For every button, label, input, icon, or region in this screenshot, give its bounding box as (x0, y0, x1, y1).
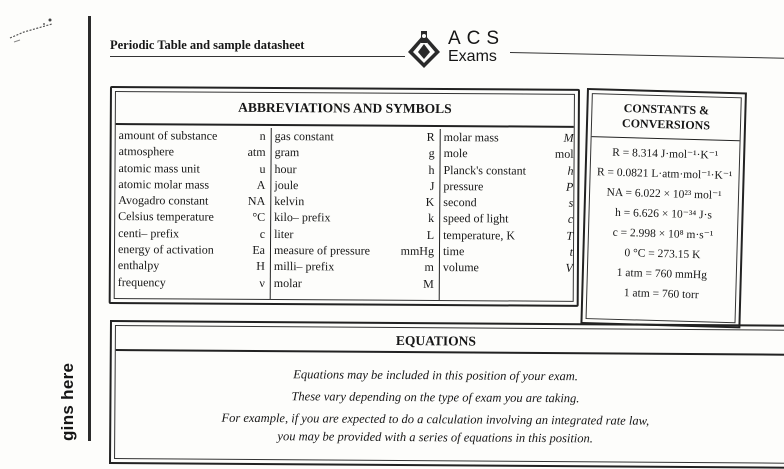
abbreviation-row (115, 241, 269, 258)
abbreviation-term: temperature, K (443, 227, 516, 243)
constants-title-line2: CONVERSIONS (621, 115, 711, 133)
constant-item: c = 2.998 × 10⁸ m·s⁻¹ (612, 226, 714, 242)
abbreviation-symbol: n (259, 128, 266, 143)
abbreviation-term: Celsius temperature (118, 209, 214, 225)
abbreviation-row (440, 162, 577, 179)
abbreviation-term: Planck's constant (443, 162, 527, 178)
abbreviation-symbol: s (568, 195, 574, 211)
abbreviation-row (115, 160, 269, 177)
abbreviation-row (115, 192, 269, 209)
abbreviations-column-2 (271, 128, 439, 300)
abbreviation-row (271, 209, 438, 226)
abbreviation-symbol: h (567, 163, 574, 178)
header-divider-right (510, 52, 784, 59)
abbreviation-term: pressure (443, 178, 484, 194)
abbreviation-symbol: m (424, 260, 434, 275)
abbreviation-symbol: M (563, 130, 574, 145)
constants-title-rule (592, 136, 740, 141)
abbreviation-row (271, 226, 438, 243)
constant-item: 1 atm = 760 mmHg (616, 266, 708, 282)
equations-line: Equations may be included in this position of your exam. (293, 367, 579, 384)
abbreviation-term: amount of substance (118, 128, 218, 143)
abbreviation-symbol: mol (554, 147, 574, 162)
abbreviations-column-1 (115, 127, 270, 299)
left-margin-rule (88, 16, 91, 441)
abbreviations-frame (114, 91, 575, 302)
abbreviation-row (116, 127, 270, 144)
margin-instruction-text: gins here (58, 362, 77, 441)
abbreviation-term: hour (274, 161, 297, 176)
abbreviation-term: kelvin (274, 194, 305, 209)
abbreviation-row (440, 194, 577, 211)
abbreviation-symbol: V (565, 261, 573, 276)
constants-conversions-box (580, 88, 747, 328)
acs-logo-icon (405, 30, 443, 70)
abbreviation-symbol: M (423, 276, 434, 291)
abbreviations-title: ABBREVIATIONS AND SYMBOLS (238, 99, 452, 117)
abbreviation-term: atmosphere (118, 144, 174, 159)
abbreviation-row (271, 275, 438, 292)
staple-mark-icon (4, 10, 66, 50)
abbreviation-term: atomic mass unit (118, 160, 200, 176)
abbreviation-symbol: L (426, 227, 435, 242)
abbreviation-symbol: mmHg (400, 243, 435, 259)
abbreviation-term: energy of activation (117, 242, 214, 257)
abbreviation-row (115, 176, 269, 193)
equations-line: These vary depending on the type of exam you are taking. (291, 389, 580, 406)
abbreviation-symbol: T (566, 228, 574, 243)
constants-list (587, 142, 739, 306)
abbreviation-term: milli– prefix (273, 259, 335, 274)
abbreviation-symbol: H (256, 259, 265, 274)
abbreviation-symbol: h (428, 162, 435, 177)
abbreviation-row (441, 129, 578, 146)
abbreviation-term: centi– prefix (118, 225, 180, 241)
abbreviation-symbol: c (567, 212, 574, 227)
abbreviation-row (115, 225, 269, 242)
constant-item: NA = 6.022 × 10²³ mol⁻¹ (606, 186, 722, 202)
abbreviation-term: time (442, 244, 465, 259)
abbreviation-term: mole (443, 146, 468, 161)
abbreviation-term: frequency (117, 274, 166, 290)
equations-title: EQUATIONS (395, 332, 476, 349)
abbreviation-row (115, 209, 269, 226)
equations-box (109, 320, 784, 469)
abbreviation-row (440, 227, 577, 244)
abbreviation-symbol: k (428, 211, 435, 226)
abbreviation-row (272, 128, 439, 145)
abbreviation-term: gram (274, 145, 300, 160)
abbreviation-term: atomic molar mass (118, 176, 210, 192)
abbreviation-symbol: P (566, 179, 574, 194)
constant-item: h = 6.626 × 10⁻³⁴ J·s (614, 206, 713, 222)
abbreviation-term: measure of pressure (273, 243, 371, 258)
logo-text-exams: Exams (448, 48, 497, 65)
abbreviation-row (271, 242, 438, 259)
abbreviation-row (271, 193, 438, 210)
constants-title-line1: CONSTANTS & (623, 101, 710, 118)
abbreviation-symbol: °C (252, 210, 266, 225)
header-divider-left (110, 56, 405, 57)
abbreviation-row (440, 259, 577, 276)
abbreviation-term: speed of light (443, 211, 509, 226)
abbreviation-term: kilo– prefix (274, 210, 331, 225)
equations-frame (114, 325, 784, 464)
abbreviation-row (271, 258, 438, 275)
abbreviations-column-3 (440, 129, 578, 301)
abbreviation-term: joule (274, 177, 299, 193)
abbreviations-columns (115, 127, 574, 301)
constant-item: 1 atm = 760 torr (623, 287, 699, 302)
abbreviation-row (440, 178, 577, 195)
abbreviation-term: molar (273, 275, 302, 290)
abbreviation-term: gas constant (274, 129, 334, 144)
abbreviation-symbol: R (426, 129, 435, 144)
abbreviation-symbol: u (259, 161, 266, 176)
abbreviation-symbol: atm (247, 145, 266, 160)
equations-line: you may be provided with a series of equations in this position. (277, 429, 593, 446)
constant-item: R = 0.0821 L·atm·mol⁻¹·K⁻¹ (596, 166, 733, 183)
abbreviation-symbol: Ea (252, 242, 266, 258)
abbreviation-symbol: ν (259, 275, 265, 290)
constant-item: R = 8.314 J·mol⁻¹·K⁻¹ (612, 146, 719, 162)
page-title: Periodic Table and sample datasheet (110, 38, 305, 52)
abbreviation-row (271, 161, 438, 178)
abbreviation-row (115, 274, 269, 291)
abbreviation-symbol: NA (247, 194, 266, 209)
abbreviation-symbol: J (429, 178, 435, 193)
constants-frame (586, 93, 742, 323)
abbreviation-term: molar mass (443, 130, 499, 145)
abbreviation-term: second (443, 195, 477, 210)
abbreviation-symbol: K (425, 195, 435, 210)
abbreviation-symbol: g (428, 146, 435, 161)
abbreviation-row (441, 145, 578, 162)
abbreviation-row (440, 243, 577, 260)
abbreviation-term: volume (442, 260, 479, 275)
abbreviation-row (115, 257, 269, 274)
constants-title (592, 100, 741, 134)
constant-item: 0 °C = 273.15 K (624, 247, 701, 262)
logo-text-acs: ACS (448, 28, 506, 49)
abbreviation-term: enthalpy (117, 258, 160, 273)
abbreviations-table (109, 86, 580, 307)
abbreviation-row (271, 177, 438, 194)
abbreviation-row (116, 143, 270, 160)
abbreviation-row (440, 211, 577, 228)
equations-line: For example, if you are expected to do a calculation involving an integrated rate law, (221, 410, 650, 428)
abbreviation-symbol: t (569, 244, 574, 259)
abbreviation-row (272, 144, 439, 161)
abbreviation-symbol: A (256, 177, 266, 192)
abbreviation-term: Avogadro constant (118, 193, 209, 208)
abbreviation-symbol: c (259, 226, 266, 241)
abbreviation-term: liter (274, 226, 294, 241)
